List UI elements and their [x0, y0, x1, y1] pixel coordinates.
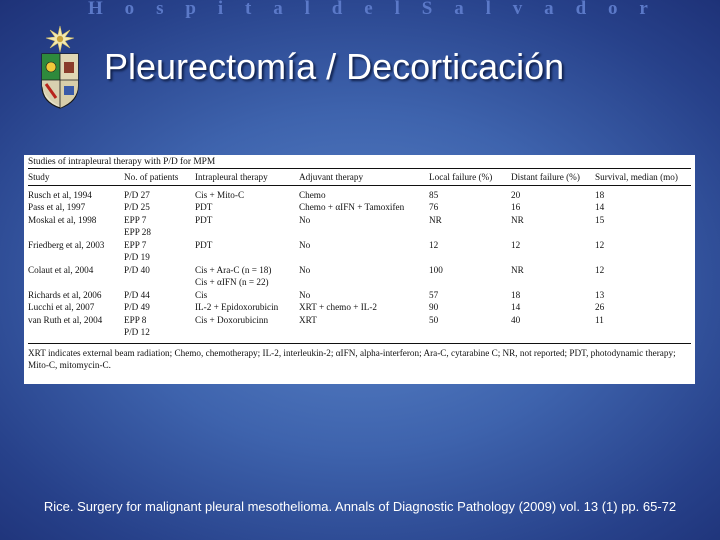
table-cell: 11	[595, 314, 604, 325]
column-header: Local failure (%)	[429, 172, 493, 182]
table-cell	[195, 251, 299, 264]
table-cell: P/D 25	[124, 202, 150, 212]
table-cell: XRT	[299, 314, 317, 325]
column-header: Distant failure (%)	[511, 172, 580, 182]
table-cell: 20	[511, 189, 521, 200]
column-header: Study	[28, 172, 50, 182]
university-crest-icon	[36, 24, 84, 110]
column-header: Adjuvant therapy	[299, 172, 364, 182]
table-cell: 18	[511, 289, 521, 300]
table-cell: P/D 44	[124, 289, 150, 300]
table-row	[28, 214, 691, 227]
hospital-letter: a	[273, 0, 283, 19]
hospital-letter: o	[124, 0, 135, 19]
hospital-letter: S	[421, 0, 433, 19]
table-cell: P/D 40	[124, 264, 150, 275]
table-cell	[595, 226, 691, 239]
table-cell: P/D 19	[124, 252, 150, 262]
table-row	[28, 314, 691, 327]
table-cell: PDT	[195, 214, 213, 225]
hospital-letter: i	[217, 0, 224, 19]
table-footnote: XRT indicates external beam radiation; Chemo, chemotherapy; IL-2, interleukin-2; αIFN, alpha-interferon; Ara-C, cytarabine C; NR, not reported; PDT, photodynamic therapy; Mito-C, mitomycin-C.	[28, 347, 676, 370]
table-cell	[511, 276, 595, 289]
table-caption: Studies of intrapleural therapy with P/D for MPM	[28, 156, 691, 169]
table-row	[28, 276, 691, 289]
table-cell: EPP 7	[124, 214, 147, 225]
table-cell	[595, 251, 691, 264]
table-cell	[299, 251, 429, 264]
column-header: Survival, median (mo)	[595, 172, 678, 182]
table-cell: 90	[429, 302, 439, 312]
table-cell: No	[299, 264, 311, 275]
table-cell: 12	[595, 239, 605, 250]
table-row	[28, 264, 691, 277]
table-cell: van Ruth et al, 2004	[28, 314, 103, 325]
table-cell: 13	[595, 289, 605, 300]
column-header: Intrapleural therapy	[195, 172, 268, 182]
table-figure	[24, 155, 695, 384]
table-cell: PDT	[195, 239, 213, 250]
table-cell: 85	[429, 189, 439, 200]
table-cell: 14	[511, 302, 521, 312]
hospital-letter: l	[304, 0, 310, 19]
table-cell: 14	[595, 202, 605, 212]
table-cell: Richards et al, 2006	[28, 289, 102, 300]
table-cell	[511, 251, 595, 264]
hospital-letter: a	[544, 0, 554, 19]
table-row	[28, 289, 691, 302]
table-cell: IL-2 + Epidoxorubicin	[195, 302, 279, 312]
table-cell: No	[299, 289, 311, 300]
table-cell	[124, 276, 195, 289]
table-cell: PDT	[195, 202, 213, 212]
table-cell: Moskal et al, 1998	[28, 214, 97, 225]
column-header: No. of patients	[124, 172, 179, 182]
studies-table	[28, 169, 691, 339]
table-cell: Rusch et al, 1994	[28, 189, 92, 200]
table-cell	[429, 226, 511, 239]
table-cell: 40	[511, 314, 521, 325]
table-cell: 12	[511, 239, 521, 250]
table-row	[28, 201, 691, 214]
table-cell: 12	[429, 239, 439, 250]
table-cell	[28, 276, 124, 289]
hospital-letter: l	[394, 0, 400, 19]
table-cell: NR	[511, 214, 524, 225]
table-cell: Chemo + αIFN + Tamoxifen	[299, 202, 405, 212]
table-cell: No	[299, 239, 311, 250]
hospital-letter: p	[185, 0, 196, 19]
table-cell	[28, 326, 124, 339]
table-cell: Cis	[195, 289, 208, 300]
table-cell	[595, 276, 691, 289]
table-cell	[195, 326, 299, 339]
table-cell	[511, 226, 595, 239]
table-cell	[299, 226, 429, 239]
table-cell: No	[299, 214, 311, 225]
table-cell: Cis + Ara-C (n = 18)	[195, 264, 272, 275]
table-cell: NR	[511, 264, 524, 275]
table-cell: Chemo	[299, 189, 326, 200]
table-header-row	[28, 169, 691, 185]
table-cell	[429, 251, 511, 264]
table-cell: 57	[429, 289, 439, 300]
hospital-letter: H	[88, 0, 103, 19]
table-cell: 18	[595, 189, 605, 200]
hospital-letter: t	[245, 0, 252, 19]
table-row	[28, 185, 691, 201]
table-cell	[511, 326, 595, 339]
table-cell: 100	[429, 264, 443, 275]
table-cell: 50	[429, 314, 439, 325]
table-cell	[299, 326, 429, 339]
table-cell	[28, 226, 124, 239]
hospital-letter: r	[639, 0, 648, 19]
table-cell: EPP 7	[124, 239, 147, 250]
table-row	[28, 326, 691, 339]
table-cell: Friedberg et al, 2003	[28, 239, 105, 250]
table-cell: EPP 28	[124, 227, 151, 237]
table-cell: 16	[511, 202, 521, 212]
hospital-letter: d	[331, 0, 343, 19]
hospital-name-banner	[88, 0, 648, 20]
citation: Rice. Surgery for malignant pleural mesothelioma. Annals of Diagnostic Pathology (2009) vol. 13 (1) pp. 65-72	[43, 499, 677, 514]
table-cell: EPP 8	[124, 314, 147, 325]
hospital-letter: s	[156, 0, 164, 19]
table-cell: Cis + αIFN (n = 22)	[195, 277, 269, 287]
table-row	[28, 301, 691, 314]
table-cell	[28, 251, 124, 264]
hospital-letter: l	[485, 0, 491, 19]
table-cell: 26	[595, 302, 605, 312]
table-cell: P/D 27	[124, 189, 150, 200]
table-cell: 12	[595, 264, 605, 275]
table-cell	[429, 276, 511, 289]
table-row	[28, 239, 691, 252]
hospital-letter: e	[364, 0, 373, 19]
table-cell: Cis + Mito-C	[195, 189, 245, 200]
hospital-letter: a	[454, 0, 464, 19]
table-cell: Colaut et al, 2004	[28, 264, 94, 275]
table-cell: Lucchi et al, 2007	[28, 302, 95, 312]
table-cell	[299, 276, 429, 289]
table-cell	[195, 226, 299, 239]
table-row	[28, 251, 691, 264]
table-cell: Cis + Doxorubicinn	[195, 314, 269, 325]
hospital-letter: o	[608, 0, 618, 19]
table-cell	[595, 326, 691, 339]
table-cell: XRT + chemo + IL-2	[299, 302, 378, 312]
table-cell: NR	[429, 214, 442, 225]
table-cell: P/D 12	[124, 327, 150, 337]
table-cell: 76	[429, 202, 439, 212]
hospital-letter: d	[575, 0, 587, 19]
table-cell: P/D 49	[124, 302, 150, 312]
slide-title: Pleurectomía / Decorticación	[104, 46, 565, 87]
table-cell: Pass et al, 1997	[28, 202, 86, 212]
table-cell: 15	[595, 214, 605, 225]
table-cell	[429, 326, 511, 339]
hospital-letter: v	[512, 0, 523, 19]
table-row	[28, 226, 691, 239]
